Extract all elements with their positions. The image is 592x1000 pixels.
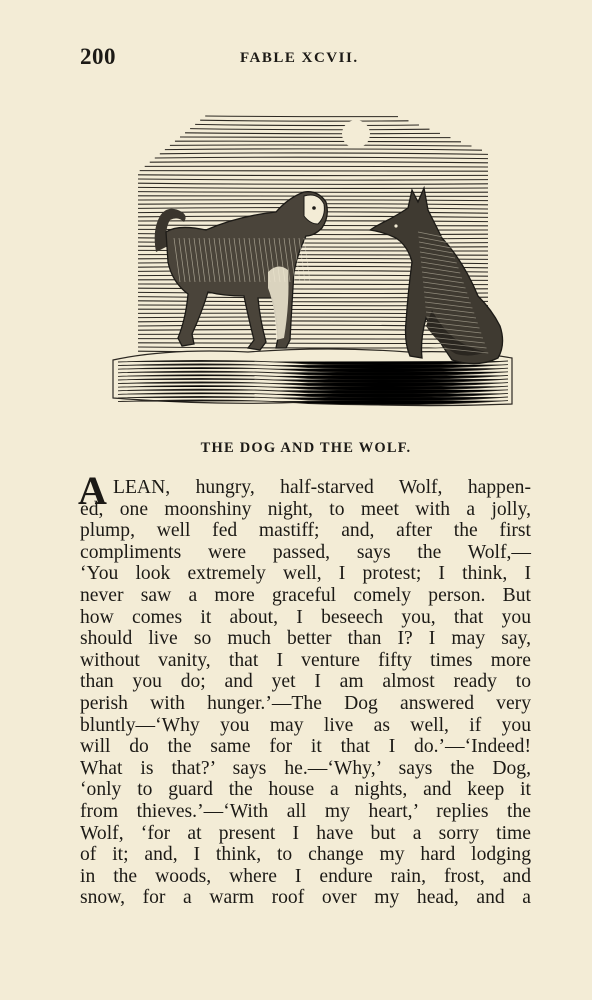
- drop-cap: A: [78, 468, 107, 513]
- text-line: without vanity, that I venture fifty times more: [80, 649, 531, 671]
- text-line: ‘You look extremely well, I protest; I think, I: [80, 563, 531, 585]
- text-line: will do the same for it that I do.’—‘Indeed!: [80, 736, 531, 758]
- text-line: Wolf, ‘for at present I have but a sorry time: [80, 822, 531, 844]
- text-line: compliments were passed, says the Wolf,—: [80, 541, 531, 563]
- text-line: ‘only to guard the house a nights, and keep it: [80, 779, 531, 801]
- text-line: than you do; and yet I am almost ready to: [80, 671, 531, 693]
- page-number: 200: [80, 44, 116, 69]
- text-line: LEAN, hungry, half-starved Wolf, happen-: [113, 477, 531, 498]
- moon: [342, 120, 370, 148]
- fable-title: THE DOG AND THE WOLF.: [200, 440, 412, 456]
- text-line: bluntly—‘Why you may live as well, if you: [80, 714, 531, 736]
- text-line: from thieves.’—‘With all my heart,’ replies the: [80, 801, 531, 822]
- text-line: plump, well fed mastiff; and, after the first: [80, 520, 531, 542]
- text-line: snow, for a warm roof over my head, and a: [80, 887, 531, 909]
- text-line: perish with hunger.’—The Dog answered very: [80, 693, 531, 714]
- text-line: how comes it about, I beseech you, that you: [80, 606, 531, 628]
- text-line: should live so much better than I? I may say,: [80, 628, 531, 650]
- text-line: ed, one moonshiny night, to meet with a jolly,: [80, 498, 531, 520]
- text-line: never saw a more graceful comely person. But: [80, 585, 531, 606]
- running-head: FABLE XCVII.: [240, 50, 359, 66]
- text-line: What is that?’ says he.—‘Why,’ says the Dog,: [80, 757, 531, 779]
- text-line: in the woods, where I endure rain, frost, and: [80, 865, 531, 887]
- dog-and-wolf-woodcut: [108, 112, 514, 412]
- text-line: of it; and, I think, to change my hard lodging: [80, 844, 531, 866]
